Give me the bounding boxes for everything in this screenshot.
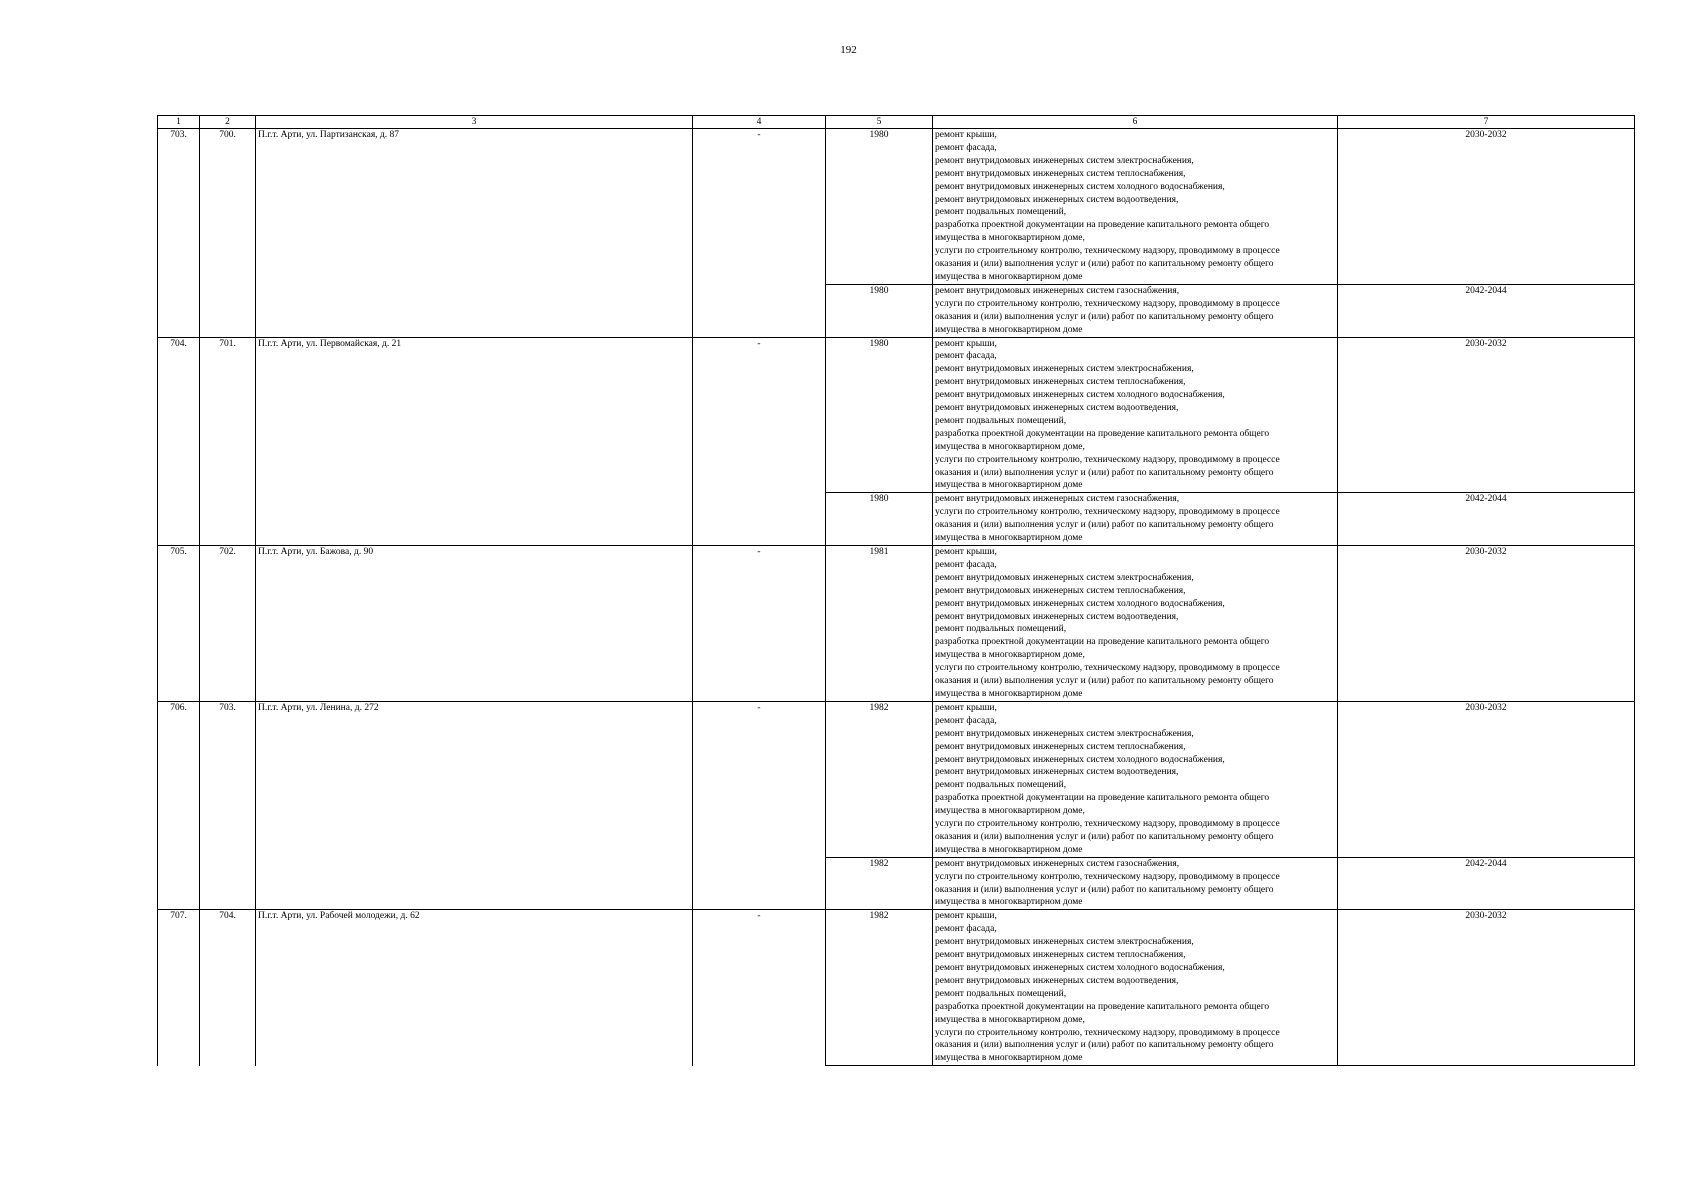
- column-header: 5: [826, 116, 933, 129]
- work-item: оказания и (или) выполнения услуг и (или) работ по капитальному ремонту общего: [935, 1040, 1274, 1051]
- work-item: услуги по строительному контролю, техническому надзору, проводимому в процессе: [935, 507, 1280, 518]
- work-item: ремонт крыши,: [935, 547, 997, 557]
- work-item: разработка проектной документации на проведение капитального ремонта общего: [935, 637, 1270, 648]
- works-list-cell: [933, 701, 1338, 857]
- work-item: оказания и (или) выполнения услуг и (или) работ по капитальному ремонту общего: [935, 831, 1274, 842]
- row-number-2-cell: 703.: [200, 701, 256, 910]
- work-item: ремонт внутридомовых инженерных систем холодного водоснабжения,: [935, 754, 1225, 765]
- work-item: ремонт внутридомовых инженерных систем газоснабжения,: [935, 285, 1180, 296]
- work-item: ремонт внутридомовых инженерных систем водоотведения,: [935, 975, 1179, 986]
- column-header: 6: [933, 116, 1338, 129]
- work-item: имущества в многоквартирном доме: [935, 1053, 1083, 1064]
- work-item: имущества в многоквартирном доме,: [935, 441, 1085, 452]
- work-item: ремонт внутридомовых инженерных систем электроснабжения,: [935, 937, 1194, 948]
- table-row: [158, 337, 1635, 493]
- work-item: ремонт внутридомовых инженерных систем электроснабжения,: [935, 572, 1194, 583]
- address-cell: П.г.т. Арти, ул. Рабочей молодежи, д. 62: [256, 910, 693, 1066]
- column-4-cell: -: [693, 701, 826, 910]
- period-cell: 2030-2032: [1338, 129, 1635, 285]
- address-cell: П.г.т. Арти, ул. Ленина, д. 272: [256, 701, 693, 910]
- column-header: 2: [200, 116, 256, 129]
- work-item: услуги по строительному контролю, техническому надзору, проводимому в процессе: [935, 819, 1280, 830]
- work-item: услуги по строительному контролю, техническому надзору, проводимому в процессе: [935, 298, 1280, 309]
- work-item: ремонт внутридомовых инженерных систем холодного водоснабжения,: [935, 963, 1225, 973]
- work-item: ремонт внутридомовых инженерных систем теплоснабжения,: [935, 741, 1186, 752]
- year-cell: 1982: [826, 701, 933, 857]
- column-4-cell: -: [693, 910, 826, 1066]
- works-list-cell: [933, 129, 1338, 285]
- column-header: 1: [158, 116, 200, 129]
- work-item: оказания и (или) выполнения услуг и (или) работ по капитальному ремонту общего: [935, 520, 1274, 531]
- work-item: разработка проектной документации на проведение капитального ремонта общего: [935, 793, 1270, 804]
- work-item: ремонт внутридомовых инженерных систем газоснабжения,: [935, 858, 1180, 869]
- period-cell: 2042-2044: [1338, 857, 1635, 910]
- work-item: имущества в многоквартирном доме,: [935, 650, 1085, 661]
- work-item: разработка проектной документации на проведение капитального ремонта общего: [935, 1001, 1270, 1012]
- work-item: ремонт внутридомовых инженерных систем холодного водоснабжения,: [935, 598, 1225, 609]
- work-item: имущества в многоквартирном доме: [935, 533, 1083, 544]
- period-cell: 2030-2032: [1338, 546, 1635, 702]
- address-cell: П.г.т. Арти, ул. Партизанская, д. 87: [256, 129, 693, 338]
- work-item: ремонт внутридомовых инженерных систем электроснабжения,: [935, 364, 1194, 375]
- period-cell: 2042-2044: [1338, 284, 1635, 337]
- work-item: ремонт внутридомовых инженерных систем теплоснабжения,: [935, 168, 1186, 179]
- work-item: ремонт крыши,: [935, 911, 997, 922]
- works-list-cell: [933, 910, 1338, 1066]
- work-item: ремонт внутридомовых инженерных систем теплоснабжения,: [935, 950, 1186, 961]
- work-item: ремонт внутридомовых инженерных систем теплоснабжения,: [935, 377, 1186, 388]
- works-list-cell: [933, 337, 1338, 493]
- table-row: [158, 701, 1635, 857]
- work-item: услуги по строительному контролю, техническому надзору, проводимому в процессе: [935, 1027, 1280, 1038]
- work-item: ремонт подвальных помещений,: [935, 207, 1067, 218]
- table-row: [158, 910, 1635, 1066]
- work-item: услуги по строительному контролю, техническому надзору, проводимому в процессе: [935, 871, 1280, 882]
- work-item: оказания и (или) выполнения услуг и (или) работ по капитальному ремонту общего: [935, 259, 1274, 270]
- work-item: имущества в многоквартирном доме: [935, 844, 1083, 855]
- work-item: ремонт фасада,: [935, 924, 997, 935]
- row-number-cell: 705.: [158, 546, 200, 702]
- address-cell: П.г.т. Арти, ул. Бажова, д. 90: [256, 546, 693, 702]
- period-cell: 2030-2032: [1338, 910, 1635, 1066]
- work-item: ремонт фасада,: [935, 142, 997, 153]
- work-item: ремонт подвальных помещений,: [935, 624, 1067, 635]
- header-row: [158, 116, 1635, 129]
- work-item: ремонт внутридомовых инженерных систем водоотведения,: [935, 194, 1179, 205]
- work-item: ремонт подвальных помещений,: [935, 415, 1067, 426]
- work-item: ремонт подвальных помещений,: [935, 988, 1067, 999]
- work-item: ремонт подвальных помещений,: [935, 780, 1067, 791]
- work-item: оказания и (или) выполнения услуг и (или) работ по капитальному ремонту общего: [935, 467, 1274, 478]
- work-item: ремонт внутридомовых инженерных систем водоотведения,: [935, 611, 1179, 622]
- work-item: ремонт крыши,: [935, 702, 997, 713]
- work-item: имущества в многоквартирном доме: [935, 324, 1083, 335]
- row-number-cell: 707.: [158, 910, 200, 1066]
- row-number-cell: 703.: [158, 129, 200, 338]
- year-cell: 1980: [826, 493, 933, 546]
- repair-schedule-table: [157, 115, 1635, 1066]
- work-item: имущества в многоквартирном доме: [935, 897, 1083, 908]
- works-list-cell: [933, 493, 1338, 546]
- row-number-2-cell: 702.: [200, 546, 256, 702]
- period-cell: 2042-2044: [1338, 493, 1635, 546]
- work-item: имущества в многоквартирном доме: [935, 688, 1083, 699]
- work-item: имущества в многоквартирном доме,: [935, 233, 1085, 244]
- work-item: ремонт внутридомовых инженерных систем водоотведения,: [935, 767, 1179, 778]
- work-item: услуги по строительному контролю, техническому надзору, проводимому в процессе: [935, 454, 1280, 465]
- work-item: ремонт внутридомовых инженерных систем газоснабжения,: [935, 494, 1180, 505]
- works-list-cell: [933, 284, 1338, 337]
- year-cell: 1980: [826, 284, 933, 337]
- work-item: ремонт внутридомовых инженерных систем водоотведения,: [935, 403, 1179, 414]
- row-number-2-cell: 701.: [200, 337, 256, 546]
- works-list-cell: [933, 857, 1338, 910]
- work-item: имущества в многоквартирном доме,: [935, 1014, 1085, 1025]
- work-item: ремонт фасада,: [935, 715, 997, 726]
- year-cell: 1982: [826, 910, 933, 1066]
- row-number-2-cell: 700.: [200, 129, 256, 338]
- work-item: ремонт внутридомовых инженерных систем электроснабжения,: [935, 728, 1194, 739]
- work-item: разработка проектной документации на проведение капитального ремонта общего: [935, 220, 1270, 231]
- work-item: ремонт крыши,: [935, 130, 997, 140]
- column-4-cell: -: [693, 337, 826, 546]
- row-number-cell: 706.: [158, 701, 200, 910]
- work-item: услуги по строительному контролю, техническому надзору, проводимому в процессе: [935, 246, 1280, 257]
- period-cell: 2030-2032: [1338, 337, 1635, 493]
- works-list-cell: [933, 546, 1338, 702]
- work-item: ремонт фасада,: [935, 351, 997, 362]
- column-header: 4: [693, 116, 826, 129]
- work-item: ремонт внутридомовых инженерных систем холодного водоснабжения,: [935, 181, 1225, 192]
- work-item: оказания и (или) выполнения услуг и (или) работ по капитальному ремонту общего: [935, 311, 1274, 322]
- address-cell: П.г.т. Арти, ул. Первомайская, д. 21: [256, 337, 693, 546]
- table-row: [158, 546, 1635, 702]
- work-item: оказания и (или) выполнения услуг и (или) работ по капитальному ремонту общего: [935, 884, 1274, 895]
- year-cell: 1980: [826, 129, 933, 285]
- work-item: ремонт фасада,: [935, 559, 997, 570]
- work-item: имущества в многоквартирном доме: [935, 271, 1083, 282]
- row-number-2-cell: 704.: [200, 910, 256, 1066]
- year-cell: 1982: [826, 857, 933, 910]
- year-cell: 1981: [826, 546, 933, 702]
- page-number: 192: [840, 44, 857, 56]
- column-4-cell: -: [693, 129, 826, 338]
- column-header: 3: [256, 116, 693, 129]
- work-item: оказания и (или) выполнения услуг и (или) работ по капитальному ремонту общего: [935, 676, 1274, 687]
- table-row: [158, 129, 1635, 285]
- column-header: 7: [1338, 116, 1635, 129]
- work-item: ремонт крыши,: [935, 338, 997, 349]
- work-item: ремонт внутридомовых инженерных систем холодного водоснабжения,: [935, 390, 1225, 401]
- work-item: ремонт внутридомовых инженерных систем теплоснабжения,: [935, 585, 1186, 596]
- period-cell: 2030-2032: [1338, 701, 1635, 857]
- column-4-cell: -: [693, 546, 826, 702]
- work-item: имущества в многоквартирном доме: [935, 480, 1083, 491]
- work-item: имущества в многоквартирном доме,: [935, 806, 1085, 817]
- work-item: разработка проектной документации на проведение капитального ремонта общего: [935, 428, 1270, 439]
- year-cell: 1980: [826, 337, 933, 493]
- work-item: услуги по строительному контролю, техническому надзору, проводимому в процессе: [935, 663, 1280, 674]
- work-item: ремонт внутридомовых инженерных систем электроснабжения,: [935, 155, 1194, 166]
- row-number-cell: 704.: [158, 337, 200, 546]
